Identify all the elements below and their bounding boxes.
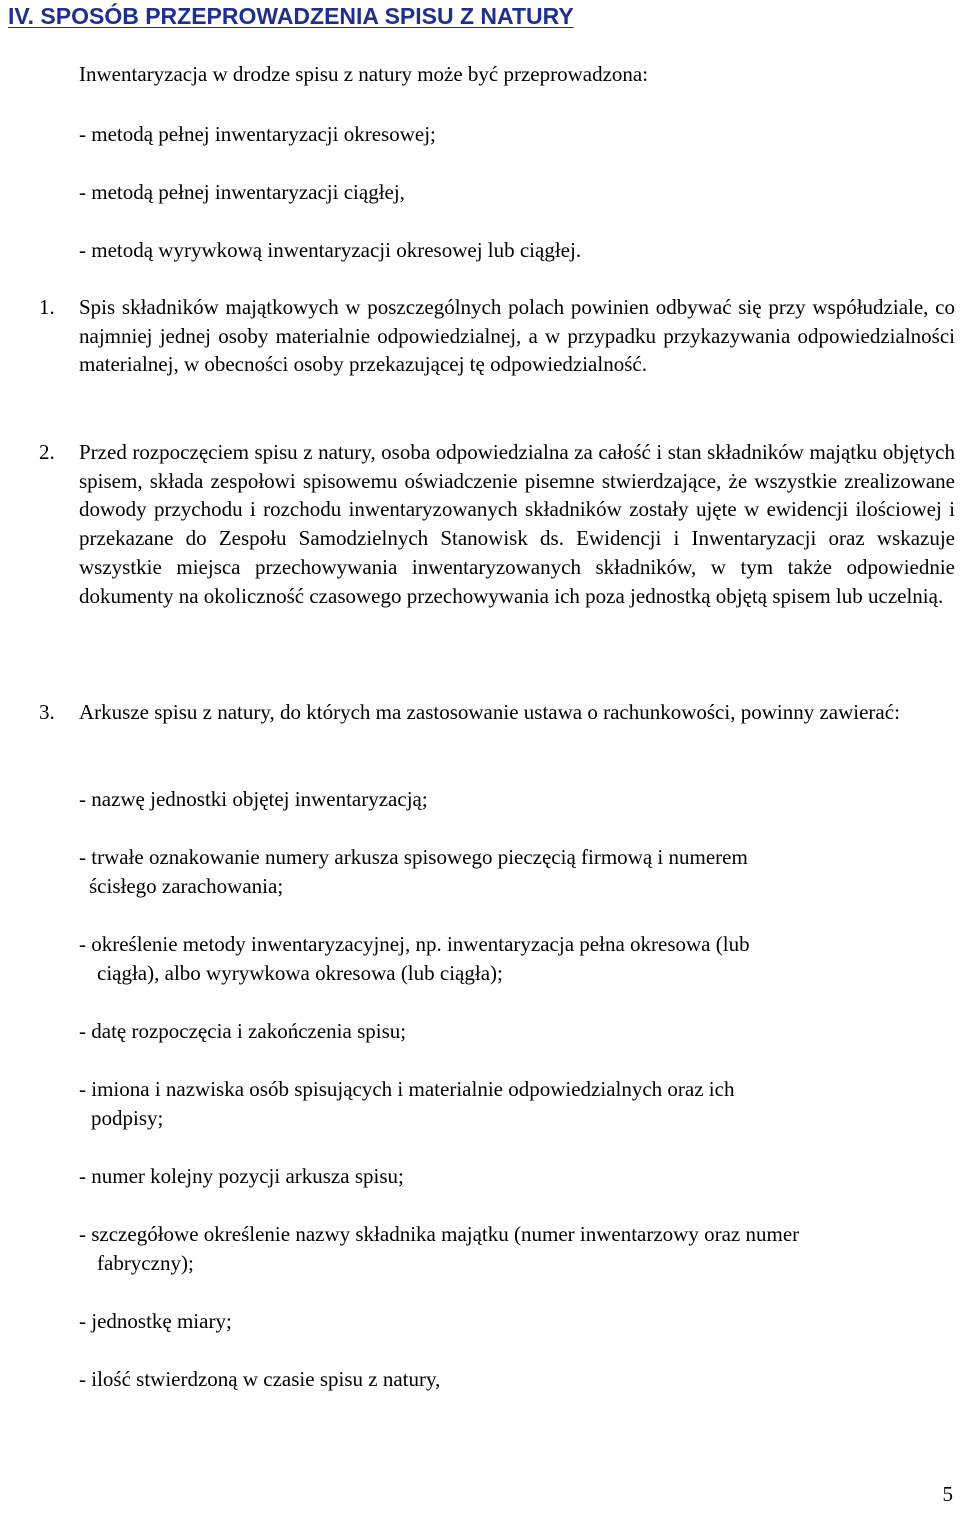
sheet-item (79, 1162, 404, 1191)
method-item: - metodą pełnej inwentaryzacji ciągłej, (79, 180, 405, 204)
intro-text: Inwentaryzacja w drodze spisu z natury może być przeprowadzona: (79, 62, 649, 86)
sheet-item-line: - imiona i nazwiska osób spisujących i materialnie odpowiedzialnych oraz ich (79, 1077, 735, 1101)
sheet-item-line: - szczegółowe określenie nazwy składnika majątku (numer inwentarzowy oraz numer (79, 1222, 800, 1246)
sheet-item (79, 1365, 440, 1394)
section-heading: IV. SPOSÓB PRZEPROWADZENIA SPISU Z NATURY (8, 3, 574, 29)
point-text: Arkusze spisu z natury, do których ma zastosowanie ustawa o rachunkowości, powinny zawierać: (79, 700, 900, 724)
sheet-item (79, 785, 428, 814)
point-number: 2. (39, 440, 55, 464)
sheet-item (79, 1017, 406, 1046)
method-item: - metodą wyrywkową inwentaryzacji okresowej lub ciągłej. (79, 238, 582, 262)
sheet-item-line: - nazwę jednostki objętej inwentaryzacją; (79, 787, 428, 811)
sheet-item (79, 1307, 232, 1336)
sheet-item-line: - określenie metody inwentaryzacyjnej, np. inwentaryzacja pełna okresowa (lub (79, 932, 750, 956)
sheet-item-line: - datę rozpoczęcia i zakończenia spisu; (79, 1019, 407, 1043)
method-item: - metodą pełnej inwentaryzacji okresowej; (79, 122, 436, 146)
sheet-item-line: - numer kolejny pozycji arkusza spisu; (79, 1164, 404, 1188)
sheet-item-continuation: ścisłego zarachowania; (89, 873, 284, 898)
sheet-item-continuation: podpisy; (91, 1105, 164, 1130)
sheet-item-line: - ilość stwierdzoną w czasie spisu z natury, (79, 1367, 441, 1391)
point-text: Przed rozpoczęciem spisu z natury, osoba odpowiedzialna za całość i stan składników majątku objętych spisem, składa zespołowi spisowemu oświadczenie pisemne stwierdzające, że wszystkie zrealizowane dowody przychodu i rozchodu inwentaryzowanych składników zostały ujęte w ewidencji ilościowej i przekazane do Zespołu Samodzielnych Stanowisk ds. Ewidencji i Inwentaryzacji oraz wskazuje wszystkie miejsca przechowywania inwentaryzowanych składników, w tym także odpowiednie dokumenty na okoliczność czasowego przechowywania ich poza jednostką objętą spisem lub uczelnią. (79, 440, 955, 608)
sheet-item-continuation: ciągła), albo wyrywkowa okresowa (lub ciągła); (97, 960, 503, 985)
sheet-item (79, 1220, 799, 1277)
sheet-item-line: - jednostkę miary; (79, 1309, 232, 1333)
point-number: 3. (39, 700, 55, 724)
page-number: 5 (942, 1482, 953, 1506)
sheet-item-continuation: fabryczny); (97, 1250, 194, 1275)
sheet-item-line: - trwałe oznakowanie numery arkusza spisowego pieczęcią firmową i numerem (79, 845, 748, 869)
sheet-item (79, 843, 748, 900)
point-number: 1. (39, 295, 55, 319)
sheet-item (79, 930, 750, 987)
sheet-item (79, 1075, 734, 1132)
point-text: Spis składników majątkowych w poszczególnych polach powinien odbywać się przy współudziale, co najmniej jednej osoby materialnie odpowiedzialnej, a w przypadku przykazywania odpowiedzialności materialnej, w obecności osoby przekazującej tę odpowiedzialność. (79, 295, 955, 377)
